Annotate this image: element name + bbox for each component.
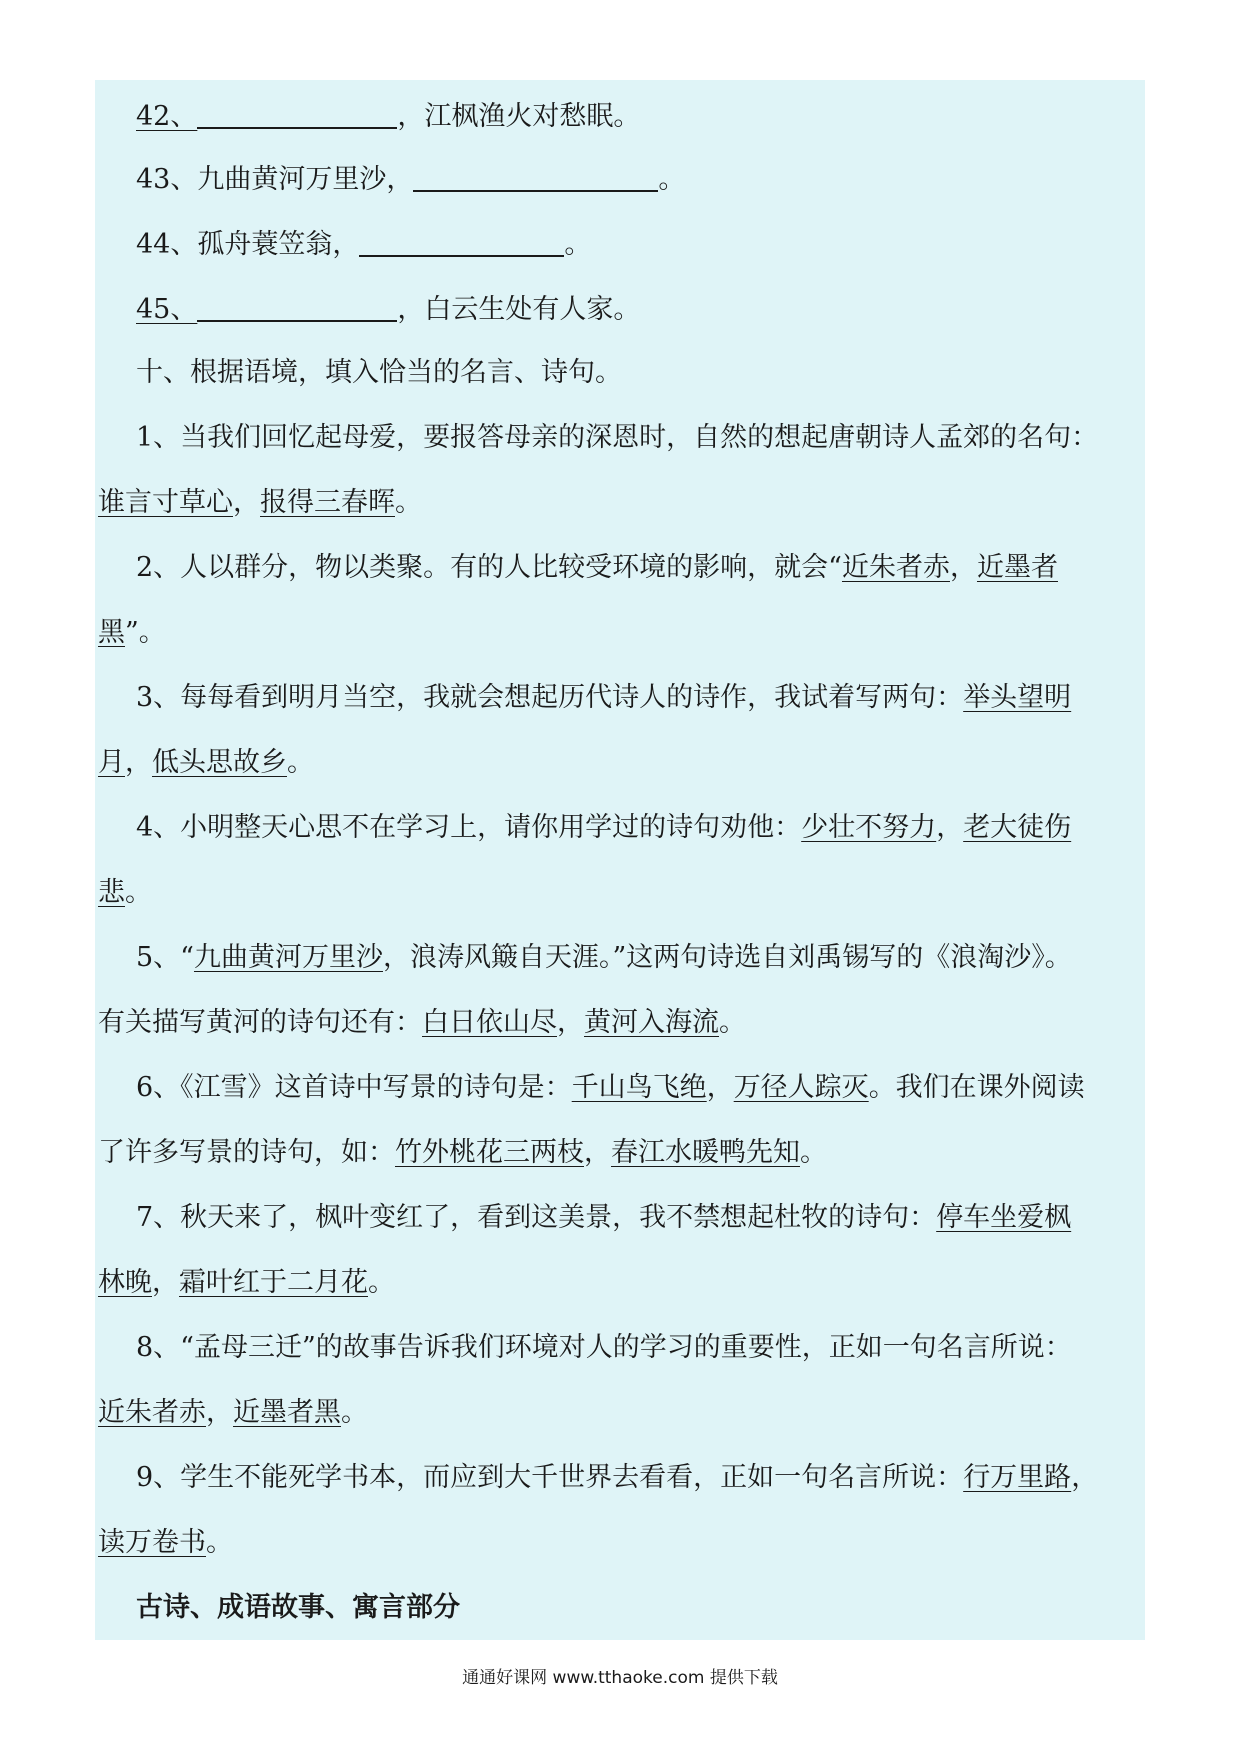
answer-text: 白日依山尽 (422, 1007, 557, 1038)
q6-line2: 了许多写景的诗句，如：竹外桃花三两枝，春江水暖鸭先知。 (98, 1137, 827, 1168)
item-number: 45、 (136, 294, 198, 325)
q8-line1: 8、“孟母三迁”的故事告诉我们环境对人的学习的重要性，正如一句名言所说： (136, 1332, 1072, 1363)
answer-blank[interactable] (197, 294, 397, 322)
answer-text: 竹外桃花三两枝 (395, 1137, 584, 1168)
answer-text: 近墨者黑 (233, 1397, 341, 1428)
q8-line2: 近朱者赤，近墨者黑。 (98, 1397, 368, 1428)
fill-item-44: 44、孤舟蓑笠翁， 。 (136, 229, 592, 260)
answer-text: 行万里路 (963, 1462, 1072, 1493)
fill-item-43: 43、九曲黄河万里沙， 。 (136, 164, 686, 195)
q3-line2: 月，低头思故乡。 (98, 747, 314, 778)
q4-line1: 4、小明整天心思不在学习上，请你用学过的诗句劝他：少壮不努力，老大徒伤 (136, 812, 1072, 843)
q1-line2: 谁言寸草心，报得三春晖。 (98, 487, 422, 518)
q6-line1: 6、《江雪》这首诗中写景的诗句是：千山鸟飞绝，万径人踪灭。我们在课外阅读 (136, 1072, 1085, 1103)
q1-line1: 1、当我们回忆起母爱，要报答母亲的深恩时，自然的想起唐朝诗人孟郊的名句： (136, 422, 1099, 453)
fill-item-42: 42、 ，江枫渔火对愁眠。 (136, 101, 641, 132)
q4-line2: 悲。 (98, 877, 152, 908)
answer-text: 霜叶红于二月花 (179, 1267, 368, 1298)
answer-text: 万径人踪灭 (733, 1072, 869, 1103)
answer-blank[interactable] (197, 101, 397, 129)
answer-text: 春江水暖鸭先知 (611, 1137, 800, 1168)
answer-text: 少壮不努力 (801, 812, 937, 843)
q5-line2: 有关描写黄河的诗句还有：白日依山尽，黄河入海流。 (98, 1007, 746, 1038)
page-footer: 通通好课网 www.tthaoke.com 提供下载 (462, 1668, 778, 1688)
answer-text: 低头思故乡 (152, 747, 287, 778)
answer-text: 九曲黄河万里沙 (193, 942, 383, 973)
answer-text: 读万卷书 (98, 1527, 206, 1558)
q3-line1: 3、每每看到明月当空，我就会想起历代诗人的诗作，我试着写两句：举头望明 (136, 682, 1072, 713)
q9-line1: 9、学生不能死学书本，而应到大千世界去看看，正如一句名言所说：行万里路， (136, 1462, 1099, 1493)
fill-item-45: 45、 ，白云生处有人家。 (136, 294, 641, 325)
q9-line2: 读万卷书。 (98, 1527, 233, 1558)
answer-text: 林晚 (98, 1267, 152, 1298)
section-heading: 古诗、成语故事、寓言部分 (136, 1592, 460, 1623)
answer-text: 悲 (98, 877, 125, 908)
answer-text: 近朱者赤 (841, 552, 950, 583)
q2-line1: 2、人以群分，物以类聚。有的人比较受环境的影响，就会“近朱者赤，近墨者 (136, 552, 1058, 583)
q5-line1: 5、“九曲黄河万里沙，浪涛风簸自天涯。”这两句诗选自刘禹锡写的《浪淘沙》。 (136, 942, 1072, 973)
answer-text: 黑 (98, 617, 125, 648)
answer-blank[interactable] (359, 229, 564, 257)
answer-text: 千山鸟飞绝 (571, 1072, 707, 1103)
item-number: 42、 (136, 101, 198, 132)
answer-text: 月 (98, 747, 125, 778)
answer-text: 举头望明 (963, 682, 1072, 713)
answer-text: 黄河入海流 (584, 1007, 719, 1038)
answer-text: 老大徒伤 (963, 812, 1072, 843)
answer-text: 谁言寸草心 (98, 487, 233, 518)
answer-text: 停车坐爱枫 (936, 1202, 1072, 1233)
answer-text: 近墨者 (976, 552, 1058, 583)
q7-line2: 林晚，霜叶红于二月花。 (98, 1267, 395, 1298)
q7-line1: 7、秋天来了，枫叶变红了，看到这美景，我不禁想起杜牧的诗句：停车坐爱枫 (136, 1202, 1072, 1233)
section-ten-title: 十、根据语境，填入恰当的名言、诗句。 (136, 357, 622, 388)
answer-text: 近朱者赤 (98, 1397, 206, 1428)
answer-blank[interactable] (413, 164, 658, 192)
answer-text: 报得三春晖 (260, 487, 395, 518)
q2-line2: 黑”。 (98, 617, 166, 648)
